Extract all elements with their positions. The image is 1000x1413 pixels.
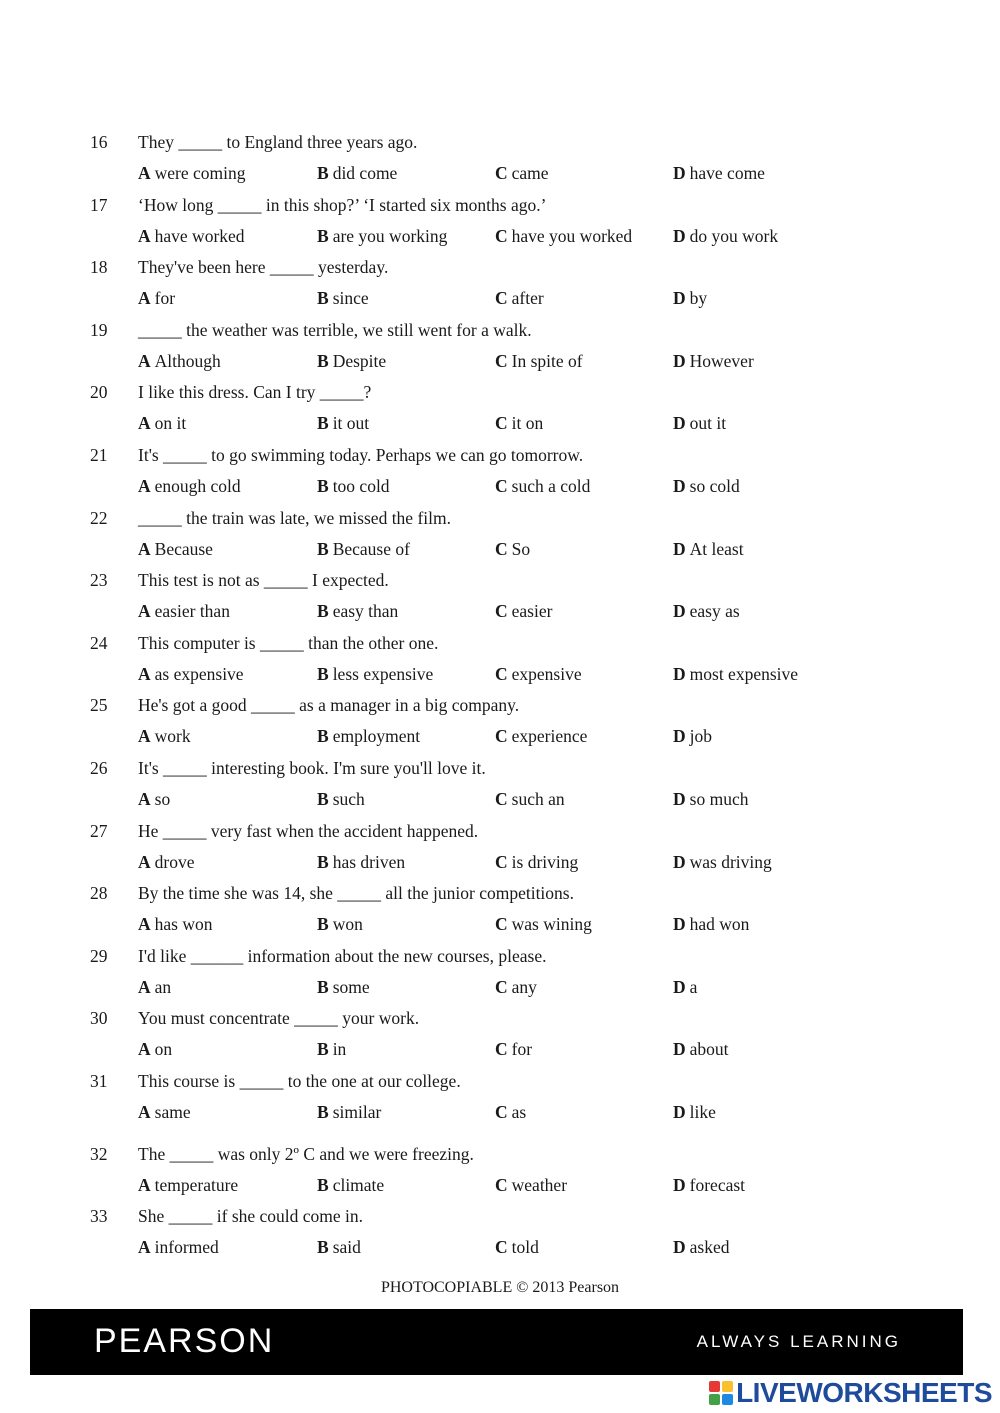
question-30 — [0, 1002, 1000, 1065]
question-stem: She _____ if she could come in. — [138, 1206, 364, 1227]
question-stem: By the time she was 14, she _____ all the junior competitions. — [138, 883, 574, 904]
copyright-notice: PHOTOCOPIABLE © 2013 Pearson — [380, 1279, 620, 1296]
question-number: 24 — [90, 632, 108, 653]
option-b[interactable]: B has driven — [317, 851, 406, 872]
option-c[interactable]: C after — [495, 288, 544, 309]
option-d[interactable]: D forecast — [673, 1174, 746, 1195]
question-number: 26 — [90, 757, 108, 778]
question-22 — [0, 502, 1000, 565]
option-d[interactable]: D most expensive — [673, 663, 799, 684]
question-stem: You must concentrate _____ your work. — [138, 1008, 420, 1029]
question-20 — [0, 376, 1000, 439]
option-c[interactable]: C was wining — [495, 914, 592, 935]
question-17 — [0, 189, 1000, 252]
option-a[interactable]: A easier than — [138, 601, 230, 622]
option-b[interactable]: B some — [317, 976, 370, 997]
question-number: 20 — [90, 382, 108, 403]
option-c[interactable]: C is driving — [495, 851, 579, 872]
option-c[interactable]: C such a cold — [495, 475, 591, 496]
question-stem: It's _____ interesting book. I'm sure you'll love it. — [138, 757, 486, 778]
question-list — [0, 126, 1000, 1263]
option-d[interactable]: D do you work — [673, 225, 779, 246]
option-d[interactable]: D However — [673, 350, 754, 371]
option-a[interactable]: A work — [138, 726, 191, 747]
question-number: 17 — [90, 194, 108, 215]
question-16 — [0, 126, 1000, 189]
question-32 — [0, 1138, 1000, 1201]
option-c[interactable]: C experience — [495, 726, 588, 747]
question-number: 27 — [90, 820, 108, 841]
option-d[interactable]: D have come — [673, 163, 765, 183]
option-b[interactable]: B similar — [317, 1101, 382, 1122]
option-d[interactable]: D like — [673, 1101, 716, 1122]
option-a[interactable]: A drove — [138, 851, 195, 872]
question-stem: He's got a good _____ as a manager in a big company. — [138, 695, 520, 716]
question-stem: He _____ very fast when the accident happened. — [138, 820, 479, 841]
option-b[interactable]: B Despite — [317, 350, 387, 371]
question-number: 28 — [90, 883, 108, 904]
option-d[interactable]: D a — [673, 976, 698, 997]
option-a[interactable]: A Because — [138, 538, 213, 559]
question-26 — [0, 752, 1000, 815]
option-b[interactable]: B won — [317, 914, 363, 935]
option-b[interactable]: B are you working — [317, 225, 448, 246]
option-d[interactable]: D was driving — [673, 851, 772, 872]
pearson-footer-bar — [30, 1309, 963, 1375]
option-c[interactable]: C weather — [495, 1174, 568, 1195]
option-a[interactable]: A Although — [138, 350, 221, 371]
question-stem: They've been here _____ yesterday. — [138, 257, 389, 278]
question-stem: ‘How long _____ in this shop?’ ‘I started six months ago.’ — [138, 194, 547, 215]
option-b[interactable]: B Because of — [317, 538, 410, 559]
option-c[interactable]: C easier — [495, 601, 553, 622]
question-number: 31 — [90, 1070, 108, 1091]
question-28 — [0, 877, 1000, 940]
liveworksheets-text: LIVEWORKSHEETS — [736, 1377, 992, 1408]
question-number: 30 — [90, 1008, 108, 1029]
option-a[interactable]: A on — [138, 1039, 173, 1060]
question-21 — [0, 439, 1000, 502]
question-number: 19 — [90, 319, 108, 340]
option-b[interactable]: B easy than — [317, 601, 399, 622]
option-d[interactable]: D about — [673, 1039, 729, 1060]
option-d[interactable]: D easy as — [673, 601, 740, 622]
question-stem: It's _____ to go swimming today. Perhaps we can go tomorrow. — [138, 444, 584, 465]
option-c[interactable]: C such an — [495, 788, 565, 809]
question-31 — [0, 1065, 1000, 1128]
option-c[interactable]: C it on — [495, 413, 544, 434]
option-d[interactable]: D job — [673, 726, 713, 747]
question-number: 33 — [90, 1206, 108, 1227]
question-33 — [0, 1200, 1000, 1263]
option-c[interactable]: C as — [495, 1101, 527, 1122]
option-a[interactable]: A for — [138, 288, 176, 309]
question-stem: This computer is _____ than the other one. — [138, 632, 439, 653]
option-b[interactable]: B too cold — [317, 475, 390, 496]
question-stem: This test is not as _____ I expected. — [138, 570, 389, 591]
option-b[interactable]: B in — [317, 1039, 347, 1060]
option-a[interactable]: A has won — [138, 914, 213, 935]
question-number: 23 — [90, 570, 108, 591]
option-b[interactable]: B employment — [317, 726, 421, 747]
option-d[interactable]: D out it — [673, 413, 727, 434]
option-d[interactable]: D so cold — [673, 475, 740, 496]
option-a[interactable]: A enough cold — [138, 475, 241, 496]
question-number: 32 — [90, 1143, 108, 1164]
option-c[interactable]: C So — [495, 538, 531, 559]
question-25 — [0, 689, 1000, 752]
question-29 — [0, 940, 1000, 1003]
liveworksheets-watermark[interactable] — [708, 1377, 992, 1409]
question-27 — [0, 815, 1000, 878]
question-number: 21 — [90, 444, 108, 465]
option-b[interactable]: B did come — [317, 163, 398, 183]
question-stem: They _____ to England three years ago. — [138, 132, 418, 152]
option-a[interactable]: A on it — [138, 413, 187, 434]
question-number: 16 — [90, 132, 108, 152]
option-a[interactable]: A as expensive — [138, 663, 244, 684]
liveworksheets-logo-icon — [708, 1380, 734, 1406]
option-c[interactable]: C for — [495, 1039, 533, 1060]
option-b[interactable]: B said — [317, 1237, 361, 1258]
option-a[interactable]: A so — [138, 788, 171, 809]
question-number: 29 — [90, 945, 108, 966]
option-a[interactable]: A were coming — [138, 163, 246, 183]
option-c[interactable]: C have you worked — [495, 225, 633, 246]
question-19 — [0, 314, 1000, 377]
question-stem: This course is _____ to the one at our college. — [138, 1070, 461, 1091]
option-a[interactable]: A informed — [138, 1237, 219, 1258]
question-stem: The _____ was only 2º C and we were freezing. — [138, 1143, 474, 1164]
option-a[interactable]: A have worked — [138, 225, 245, 246]
option-c[interactable]: C In spite of — [495, 350, 583, 371]
option-a[interactable]: A same — [138, 1101, 191, 1122]
option-d[interactable]: D so much — [673, 788, 749, 809]
question-stem: _____ the weather was terrible, we still went for a walk. — [138, 319, 532, 340]
option-c[interactable]: C came — [495, 163, 549, 183]
option-c[interactable]: C any — [495, 976, 537, 997]
question-24 — [0, 627, 1000, 690]
question-stem: _____ the train was late, we missed the film. — [138, 507, 451, 528]
option-c[interactable]: C told — [495, 1237, 539, 1258]
question-18 — [0, 251, 1000, 314]
option-a[interactable]: A temperature — [138, 1174, 239, 1195]
option-d[interactable]: D by — [673, 288, 708, 309]
option-b[interactable]: B since — [317, 288, 369, 309]
pearson-tagline: ALWAYS LEARNING — [696, 1332, 901, 1351]
question-number: 22 — [90, 507, 108, 528]
question-number: 25 — [90, 695, 108, 716]
option-d[interactable]: D had won — [673, 914, 750, 935]
option-a[interactable]: A an — [138, 976, 172, 997]
option-c[interactable]: C expensive — [495, 663, 582, 684]
pearson-logo: PEARSON — [94, 1322, 275, 1360]
question-23 — [0, 564, 1000, 627]
option-d[interactable]: D asked — [673, 1237, 730, 1258]
option-d[interactable]: D At least — [673, 538, 744, 559]
option-b[interactable]: B such — [317, 788, 365, 809]
question-stem: I'd like ______ information about the new courses, please. — [138, 945, 547, 966]
option-b[interactable]: B climate — [317, 1174, 385, 1195]
option-b[interactable]: B less expensive — [317, 663, 434, 684]
question-stem: I like this dress. Can I try _____? — [138, 382, 372, 403]
question-number: 18 — [90, 257, 108, 278]
option-b[interactable]: B it out — [317, 413, 370, 434]
